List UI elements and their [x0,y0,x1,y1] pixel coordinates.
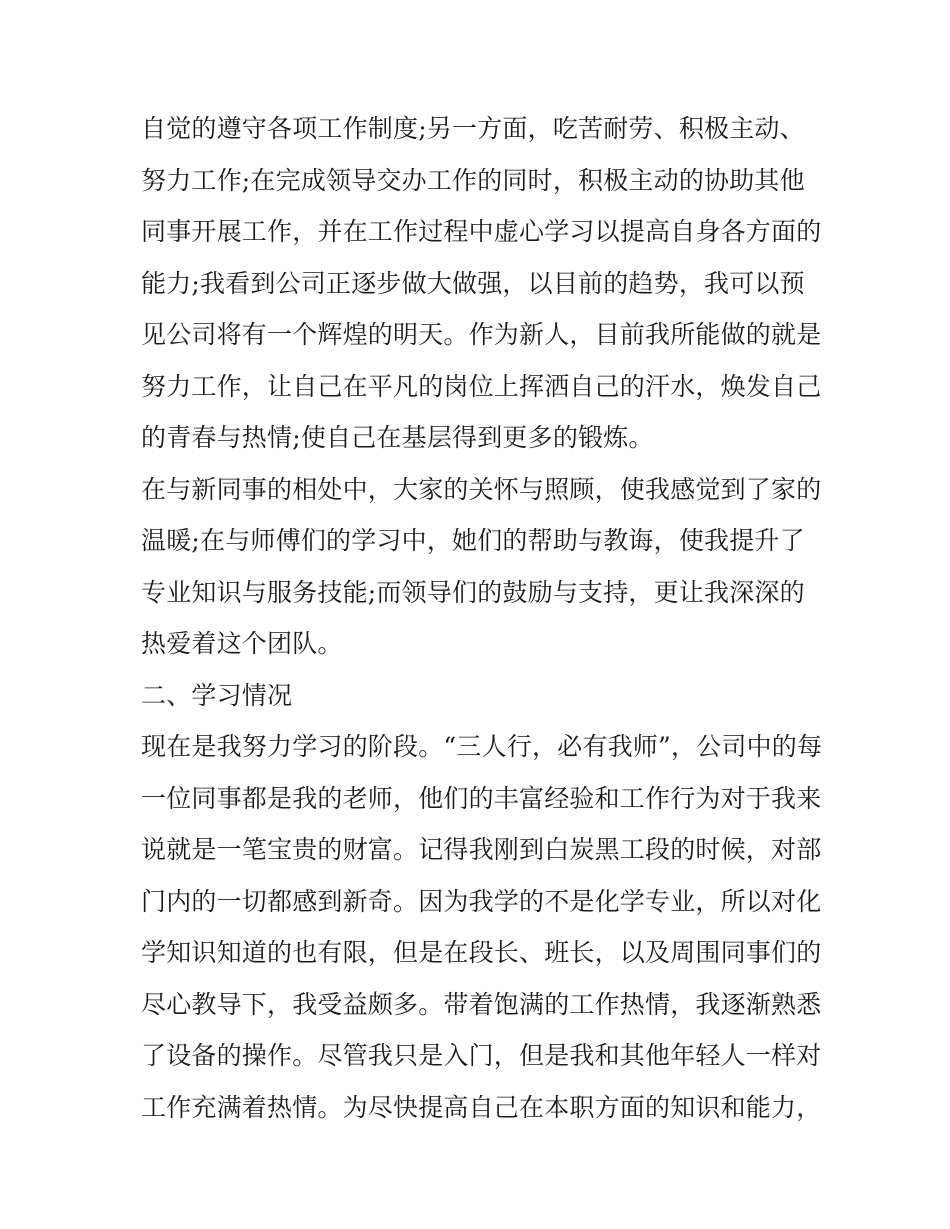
text-line: 努力工作;在完成领导交办工作的同时，积极主动的协助其他 [141,165,805,195]
text-line: 专业知识与服务技能;而领导们的鼓励与支持，更让我深深的 [141,577,805,607]
text-line: 工作充满着热情。为尽快提高自己在本职方面的知识和能力， [141,1092,822,1122]
body-text [141,103,841,1133]
text-line: 同事开展工作，并在工作过程中虚心学习以提高自身各方面的 [141,217,822,246]
text-line: 自觉的遵守各项工作制度;另一方面，吃苦耐劳、积极主动、 [141,114,805,143]
text-line: 努力工作，让自己在平凡的岗位上挥洒自己的汗水，焕发自己 [141,371,822,401]
text-line: 了设备的操作。尽管我只是入门，但是我和其他年轻人一样对 [141,1041,822,1070]
text-line: 的青春与热情;使自己在基层得到更多的锻炼。 [141,423,654,452]
text-line: 一位同事都是我的老师，他们的丰富经验和工作行为对于我来 [141,783,822,813]
text-line: 热爱着这个团队。 [141,629,343,658]
text-line: 在与新同事的相处中，大家的关怀与照顾，使我感觉到了家的 [141,474,822,504]
text-line: 门内的一切都感到新奇。因为我学的不是化学专业，所以对化 [141,886,822,916]
text-line: 能力;我看到公司正逐步做大做强，以目前的趋势，我可以预 [141,268,805,298]
text-line: 尽心教导下，我受益颇多。带着饱满的工作热情，我逐渐熟悉 [141,989,822,1019]
text-line: 学知识知道的也有限，但是在段长、班长，以及周围同事们的 [141,938,822,967]
text-line: 见公司将有一个辉煌的明天。作为新人，目前我所能做的就是 [141,320,822,349]
section-heading: 二、学习情况 [141,680,293,710]
text-line: 温暖;在与师傅们的学习中，她们的帮助与教诲，使我提升了 [141,526,805,555]
text-line: 现在是我努力学习的阶段。“三人行，必有我师”，公司中的每 [141,732,823,761]
text-line: 说就是一笔宝贵的财富。记得我刚到白炭黑工段的时候，对部 [141,835,822,864]
